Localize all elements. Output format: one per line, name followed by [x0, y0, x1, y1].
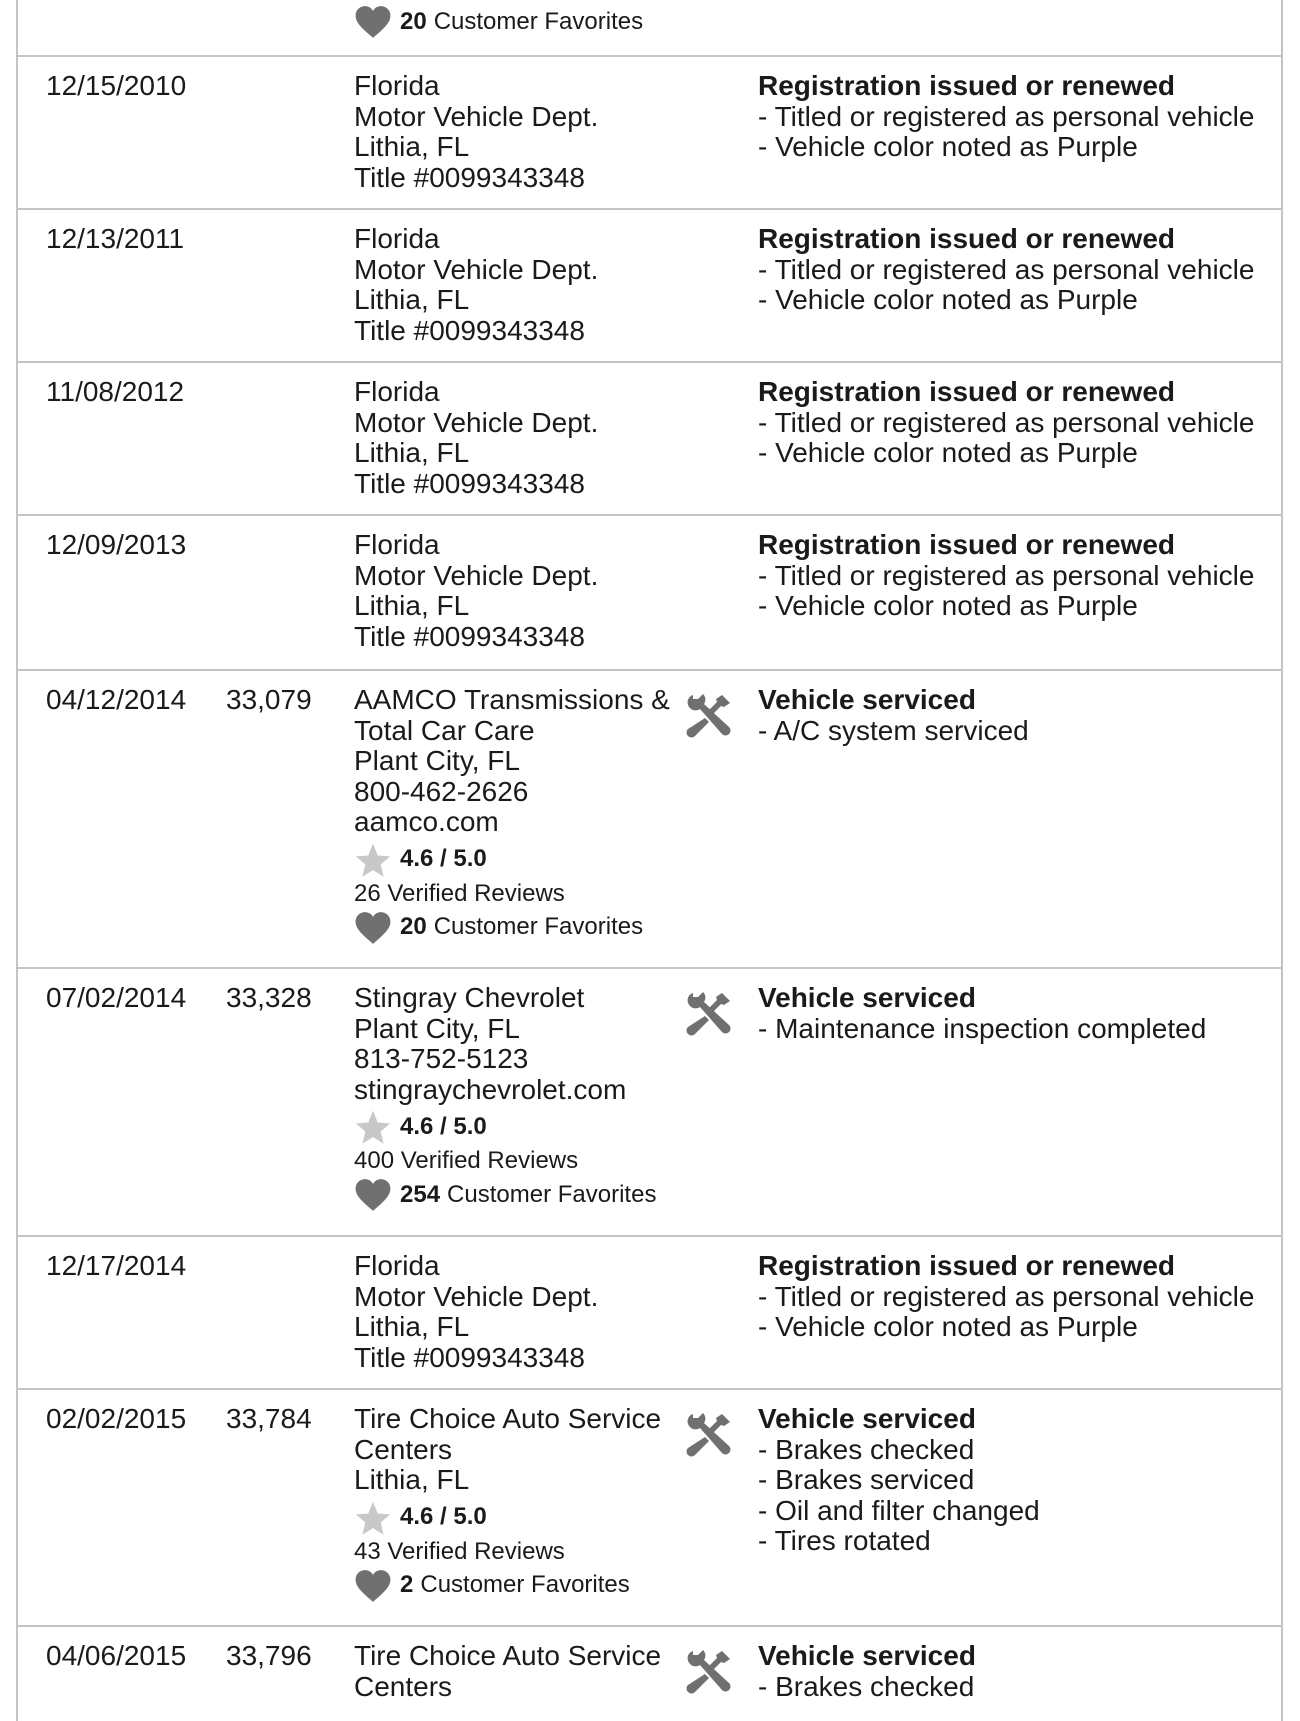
source-column — [354, 530, 684, 652]
detail-title: Registration issued or renewed — [758, 529, 1175, 560]
star-icon — [354, 1500, 392, 1536]
detail-item: - Vehicle color noted as Purple — [758, 284, 1138, 315]
rating-value: 4.6 / 5.0 — [400, 1503, 487, 1531]
source-line: Lithia, FL — [354, 1311, 470, 1342]
source-column — [354, 983, 684, 1213]
source-column — [354, 1641, 684, 1702]
reviews-link[interactable]: 26 Verified Reviews — [354, 879, 565, 907]
record-date: 12/17/2014 — [46, 1250, 187, 1281]
wrench-screwdriver-icon — [684, 989, 734, 1039]
record-date: 12/09/2013 — [46, 529, 187, 560]
source-line: Florida — [354, 1250, 440, 1281]
detail-item: - Brakes checked — [758, 1670, 975, 1702]
detail-item: - Oil and filter changed — [758, 1494, 1040, 1526]
source-column — [354, 1404, 684, 1604]
heart-icon — [354, 910, 392, 946]
source-line: Total Car Care — [354, 714, 535, 746]
detail-item: - Tires rotated — [758, 1525, 931, 1556]
detail-item: - Titled or registered as personal vehicle — [758, 253, 1255, 285]
source-line: Centers — [354, 1670, 453, 1702]
source-line: Lithia, FL — [354, 131, 470, 162]
detail-item: - Titled or registered as personal vehicle — [758, 406, 1255, 438]
history-row — [18, 1237, 1281, 1390]
details-column — [758, 685, 1273, 746]
source-line: Motor Vehicle Dept. — [354, 1280, 599, 1312]
detail-item: - Vehicle color noted as Purple — [758, 590, 1138, 621]
record-date: 04/12/2014 — [46, 684, 187, 715]
source-line: Title #0099343348 — [354, 1341, 585, 1373]
history-row — [18, 210, 1281, 363]
source-line: Florida — [354, 223, 440, 254]
detail-item: - Maintenance inspection completed — [758, 1012, 1207, 1044]
source-line: Motor Vehicle Dept. — [354, 559, 599, 591]
favorites — [354, 1177, 684, 1213]
star-icon — [354, 1109, 392, 1145]
record-mileage: 33,784 — [226, 1403, 312, 1434]
source-column — [354, 685, 684, 946]
history-row — [18, 57, 1281, 210]
details-column — [758, 983, 1273, 1044]
detail-item: - Vehicle color noted as Purple — [758, 437, 1138, 468]
rating — [354, 1500, 684, 1536]
favorites-count: 2 — [400, 1571, 414, 1599]
record-mileage: 33,796 — [226, 1640, 312, 1671]
details-column — [758, 530, 1273, 622]
rating-value: 4.6 / 5.0 — [400, 1112, 487, 1140]
source-line: Title #0099343348 — [354, 314, 585, 346]
reviews-link[interactable]: 43 Verified Reviews — [354, 1537, 565, 1565]
rating — [354, 1109, 684, 1145]
source-line: Florida — [354, 376, 440, 407]
history-row — [18, 363, 1281, 516]
details-column — [758, 71, 1273, 163]
source-line: Title #0099343348 — [354, 161, 585, 193]
favorites-label: Customer Favorites — [420, 1571, 630, 1599]
favorites — [354, 910, 684, 946]
history-row — [18, 1390, 1281, 1627]
source-line: Plant City, FL — [354, 1012, 520, 1044]
record-mileage: 33,079 — [226, 684, 312, 715]
details-column — [758, 377, 1273, 469]
favorites-label: Customer Favorites — [433, 913, 644, 941]
source-line: Lithia, FL — [354, 1464, 470, 1495]
source-line: Stingray Chevrolet — [354, 982, 585, 1013]
details-column — [758, 1251, 1273, 1343]
detail-item: - Brakes checked — [758, 1433, 975, 1465]
rating-value: 4.6 / 5.0 — [400, 845, 487, 873]
detail-title: Registration issued or renewed — [758, 376, 1175, 407]
detail-title: Vehicle serviced — [758, 982, 976, 1013]
record-date: 02/02/2015 — [46, 1403, 187, 1434]
heart-icon — [354, 1568, 392, 1604]
source-line: Lithia, FL — [354, 284, 470, 315]
detail-item: - A/C system serviced — [758, 714, 1029, 746]
source-column — [354, 224, 684, 346]
source-line: stingraychevrolet.com — [354, 1073, 627, 1105]
record-date: 12/13/2011 — [46, 223, 185, 254]
source-line: Florida — [354, 70, 440, 101]
detail-item: - Vehicle color noted as Purple — [758, 131, 1138, 162]
details-column — [758, 1404, 1273, 1557]
favorites-label: Customer Favorites — [447, 1180, 657, 1208]
details-column — [758, 224, 1273, 316]
source-line: Title #0099343348 — [354, 620, 585, 652]
detail-item: - Brakes serviced — [758, 1464, 975, 1495]
heart-icon — [354, 1177, 392, 1213]
history-row — [18, 1627, 1281, 1721]
detail-item: - Titled or registered as personal vehicle — [758, 559, 1255, 591]
details-column — [758, 1641, 1273, 1702]
rating — [354, 842, 684, 878]
source-column — [354, 1251, 684, 1373]
history-row — [18, 516, 1281, 671]
detail-item: - Vehicle color noted as Purple — [758, 1311, 1138, 1342]
history-row — [18, 671, 1281, 969]
source-line: Tire Choice Auto Service — [354, 1640, 662, 1671]
detail-title: Vehicle serviced — [758, 684, 976, 715]
source-line: Plant City, FL — [354, 745, 520, 776]
source-line: Florida — [354, 529, 440, 560]
source-line: Centers — [354, 1433, 453, 1465]
detail-title: Registration issued or renewed — [758, 223, 1175, 254]
source-line: 800-462-2626 — [354, 775, 529, 807]
record-mileage: 33,328 — [226, 982, 312, 1013]
favorites-count: 20 — [400, 913, 427, 941]
wrench-screwdriver-icon — [684, 691, 734, 741]
record-date: 12/15/2010 — [46, 70, 187, 101]
favorites-label: Customer Favorites — [433, 7, 644, 35]
top-fragment-row — [18, 0, 1281, 57]
source-line: Lithia, FL — [354, 590, 470, 621]
source-line: 813-752-5123 — [354, 1043, 529, 1074]
detail-title: Registration issued or renewed — [758, 70, 1175, 101]
detail-title: Vehicle serviced — [758, 1640, 976, 1671]
favorites-count: 20 — [400, 7, 427, 35]
record-date: 04/06/2015 — [46, 1640, 187, 1671]
favorites — [354, 1568, 684, 1604]
source-line: AAMCO Transmissions & — [354, 684, 670, 715]
source-line: Lithia, FL — [354, 437, 470, 468]
heart-icon — [354, 4, 392, 40]
detail-item: - Titled or registered as personal vehicle — [758, 100, 1255, 132]
source-column — [354, 377, 684, 499]
source-line: Motor Vehicle Dept. — [354, 253, 599, 285]
history-row — [18, 969, 1281, 1237]
record-date: 11/08/2012 — [46, 376, 185, 407]
wrench-screwdriver-icon — [684, 1410, 734, 1460]
source-line: Motor Vehicle Dept. — [354, 406, 599, 438]
star-icon — [354, 842, 392, 878]
source-line: Motor Vehicle Dept. — [354, 100, 599, 132]
record-date: 07/02/2014 — [46, 982, 187, 1013]
detail-title: Registration issued or renewed — [758, 1250, 1175, 1281]
source-line: Tire Choice Auto Service — [354, 1403, 662, 1434]
history-table — [16, 0, 1283, 1721]
favorites-count: 254 — [400, 1180, 441, 1208]
detail-title: Vehicle serviced — [758, 1403, 976, 1434]
favorites — [354, 4, 684, 40]
wrench-screwdriver-icon — [684, 1647, 734, 1697]
detail-item: - Titled or registered as personal vehicle — [758, 1280, 1255, 1312]
reviews-link[interactable]: 400 Verified Reviews — [354, 1147, 579, 1174]
source-line: Title #0099343348 — [354, 467, 585, 499]
source-column — [354, 4, 684, 40]
source-column — [354, 71, 684, 193]
source-line: aamco.com — [354, 806, 499, 837]
